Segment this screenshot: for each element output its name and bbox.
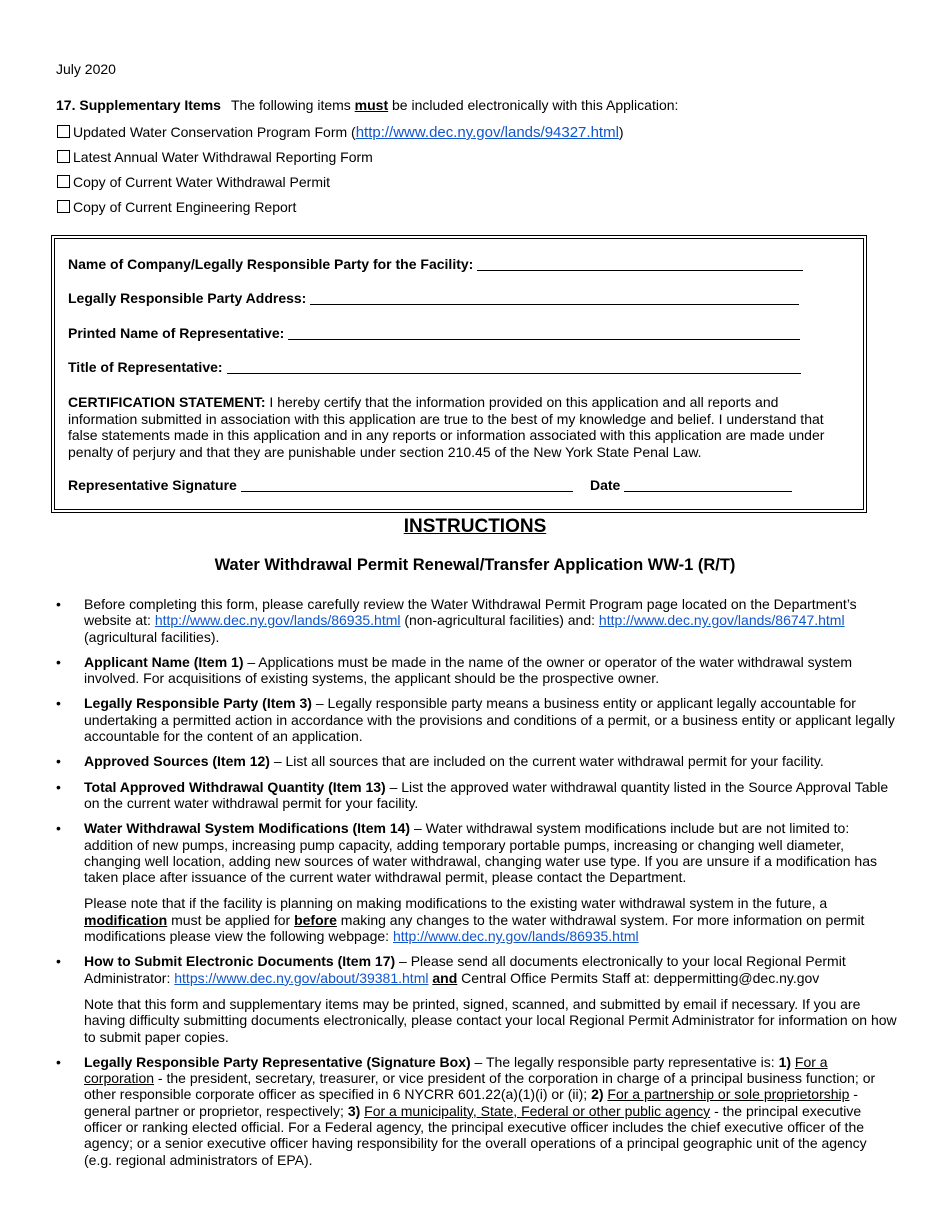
date-label: Date xyxy=(590,477,621,493)
signature-label: Representative Signature xyxy=(68,477,237,493)
item-text: – Legally responsible party means a business entity or applicant legally accountable for undertaking a permitted action in accordance with the provisions and conditions of a permit, or a business entity or applicant legally accountable for the content of an application. xyxy=(84,695,895,745)
nonag-link[interactable]: http://www.dec.ny.gov/lands/86935.html xyxy=(154,612,401,629)
certification-body: I hereby certify that the information provided on this application and all reports and information submitted in association with this application are true to the best of my knowledge and belief. I understand that false statements made in this application and in any reports or information associated with this application are made under penalty of perjury and that they are punishable under section 210.45 of the New York State Penal Law. xyxy=(68,394,825,460)
checkbox[interactable] xyxy=(57,175,70,188)
company-input[interactable] xyxy=(477,258,803,271)
bullet: • xyxy=(56,695,61,712)
address-label: Legally Responsible Party Address: xyxy=(68,290,307,306)
list-item xyxy=(56,953,898,1044)
checkbox[interactable] xyxy=(57,125,70,138)
item-text: (non-agricultural facilities) and: xyxy=(400,612,599,629)
document-date: July 2020 xyxy=(56,61,116,77)
address-input[interactable] xyxy=(310,292,799,305)
address-field xyxy=(68,290,799,306)
item-heading: Legally Responsible Party Representative (Signature Box) xyxy=(84,1053,471,1070)
enum-1: 1) xyxy=(778,1053,792,1070)
list-item xyxy=(56,779,898,812)
checklist-item-permit xyxy=(57,174,330,190)
item-text: - the principal executive officer or ranking elected official. For a Federal agency, the principal executive officer includes the chief executive officer of the agency; or a senior executive officer having responsibility for the overall operations of a principal geographic unit of the agency (e.g. regional administrators of EPA). xyxy=(84,1102,867,1168)
item-text: Before completing this form, please carefully review the Water Withdrawal Permit Program page located on the Department’s website at: xyxy=(84,596,857,629)
item-text: – The legally responsible party representative is: xyxy=(470,1053,779,1070)
checklist-label: Copy of Current Engineering Report xyxy=(73,199,297,215)
enum-2: 2) xyxy=(591,1086,604,1103)
item-text: Central Office Permits Staff at: deppermitting@dec.ny.gov xyxy=(457,969,820,986)
certification-statement xyxy=(68,394,838,460)
list-item xyxy=(56,820,898,944)
agency-term: For a municipality, State, Federal or other public agency xyxy=(364,1102,711,1119)
bullet: • xyxy=(56,778,61,795)
title-field xyxy=(68,359,801,375)
item-heading: How to Submit Electronic Documents (Item 17) xyxy=(84,953,396,970)
date-field xyxy=(590,477,792,493)
item-text: Please note that if the facility is planning on making modifications to the existing water withdrawal system in the future, a xyxy=(84,895,828,912)
item-text: making any changes to the water withdrawal system. For more information on permit modifications please view the following webpage: xyxy=(84,911,865,945)
list-item xyxy=(56,596,898,645)
item-text: - general partner or proprietor, respectively; xyxy=(84,1086,858,1119)
checkbox[interactable] xyxy=(57,150,70,163)
checklist-item-conservation xyxy=(57,124,624,141)
partnership-term: For a partnership or sole proprietorship xyxy=(607,1086,850,1103)
item-text: – List all sources that are included on the current water withdrawal permit for your facility. xyxy=(269,753,824,770)
item-heading: Applicant Name (Item 1) xyxy=(84,653,244,670)
enum-3: 3) xyxy=(347,1102,361,1119)
item-text: – Please send all documents electronically to your local Regional Permit Administrator: xyxy=(84,953,846,986)
corporation-term: For a corporation xyxy=(84,1053,828,1087)
company-label: Name of Company/Legally Responsible Party for the Facility: xyxy=(68,256,474,272)
supplementary-intro-end: be included electronically with this Application: xyxy=(388,97,679,113)
company-field xyxy=(68,256,803,272)
conservation-form-link[interactable]: http://www.dec.ny.gov/lands/94327.html xyxy=(355,124,619,141)
list-item xyxy=(56,1054,898,1168)
submission-note: Note that this form and supplementary items may be printed, signed, scanned, and submitted by email if necessary. If you are having difficulty submitting documents electronically, please contact your local Regional Permit Administrator for information on how to submit paper copies. xyxy=(84,995,897,1045)
item-text: – Water withdrawal system modifications include but are not limited to: addition of new pumps, increasing pump capacity, adding temporary portable pumps, increasing or changing well diameter, changing well location, adding new sources of water withdrawal, changing water use type. If you are unsure if a modification has taken place after issuance of the current water withdrawal permit, please contact the Department. xyxy=(84,820,878,886)
date-input[interactable] xyxy=(624,479,792,492)
before-emphasis: before xyxy=(294,911,337,928)
checkbox[interactable] xyxy=(57,200,70,213)
and-emphasis: and xyxy=(432,969,458,986)
printed-name-label: Printed Name of Representative: xyxy=(68,325,285,341)
certification-heading: CERTIFICATION STATEMENT: xyxy=(68,394,266,410)
bullet: • xyxy=(56,820,61,837)
item-text: – List the approved water withdrawal quantity listed in the Source Approval Table on the current water withdrawal permit for your facility. xyxy=(84,778,889,811)
modifications-link[interactable]: http://www.dec.ny.gov/lands/86935.html xyxy=(392,928,639,945)
checklist-item-reporting xyxy=(57,149,373,165)
item-text: must be applied for xyxy=(167,911,295,928)
checklist-label: Latest Annual Water Withdrawal Reporting Form xyxy=(73,149,373,165)
checklist-item-engineering xyxy=(57,199,296,215)
item-text: – Applications must be made in the name of the owner or operator of the water withdrawal system involved. For acquisitions of existing systems, the applicant should be the prospective owner. xyxy=(84,653,853,687)
supplementary-intro: The following items xyxy=(230,97,355,113)
bullet: • xyxy=(56,953,61,970)
title-label: Title of Representative: xyxy=(68,359,223,375)
title-input[interactable] xyxy=(227,361,801,374)
instructions-subtitle: Water Withdrawal Permit Renewal/Transfer Application WW-1 (R/T) xyxy=(214,556,736,574)
regional-admin-link[interactable]: https://www.dec.ny.gov/about/39381.html xyxy=(174,969,429,986)
supplementary-heading xyxy=(56,97,678,113)
bullet: • xyxy=(56,753,61,770)
item-heading: Approved Sources (Item 12) xyxy=(84,753,270,770)
certification-box xyxy=(51,235,867,513)
list-item xyxy=(56,753,898,769)
must-emphasis: must xyxy=(354,97,389,113)
item-heading: Legally Responsible Party (Item 3) xyxy=(84,695,312,712)
bullet: • xyxy=(56,1053,61,1070)
printed-name-field xyxy=(68,325,800,341)
signature-field xyxy=(68,477,573,493)
supplementary-number: 17. Supplementary Items xyxy=(56,97,221,113)
ag-link[interactable]: http://www.dec.ny.gov/lands/86747.html xyxy=(598,612,845,629)
bullet: • xyxy=(56,596,61,612)
modification-emphasis: modification xyxy=(84,911,168,928)
list-item xyxy=(56,654,898,687)
item-text: (agricultural facilities). xyxy=(84,628,220,645)
modification-note xyxy=(84,895,898,944)
item-text: - the president, secretary, treasurer, or vice president of the corporation in charge of a principal business function; or other responsible corporate officer as specified in 6 NYCRR 601.22(a)(1)(i) or (ii); xyxy=(84,1070,876,1103)
checklist-label: Updated Water Conservation Program Form ( xyxy=(73,124,356,140)
checklist-label: Copy of Current Water Withdrawal Permit xyxy=(73,174,330,190)
printed-name-input[interactable] xyxy=(288,327,800,340)
instructions-title: INSTRUCTIONS xyxy=(403,516,547,537)
signature-input[interactable] xyxy=(241,479,573,492)
item-heading: Water Withdrawal System Modifications (Item 14) xyxy=(84,820,411,837)
item-heading: Total Approved Withdrawal Quantity (Item 13) xyxy=(84,778,386,795)
instructions-list xyxy=(56,596,898,1177)
list-item xyxy=(56,695,898,744)
bullet: • xyxy=(56,653,61,670)
checklist-suffix: ) xyxy=(618,124,624,140)
